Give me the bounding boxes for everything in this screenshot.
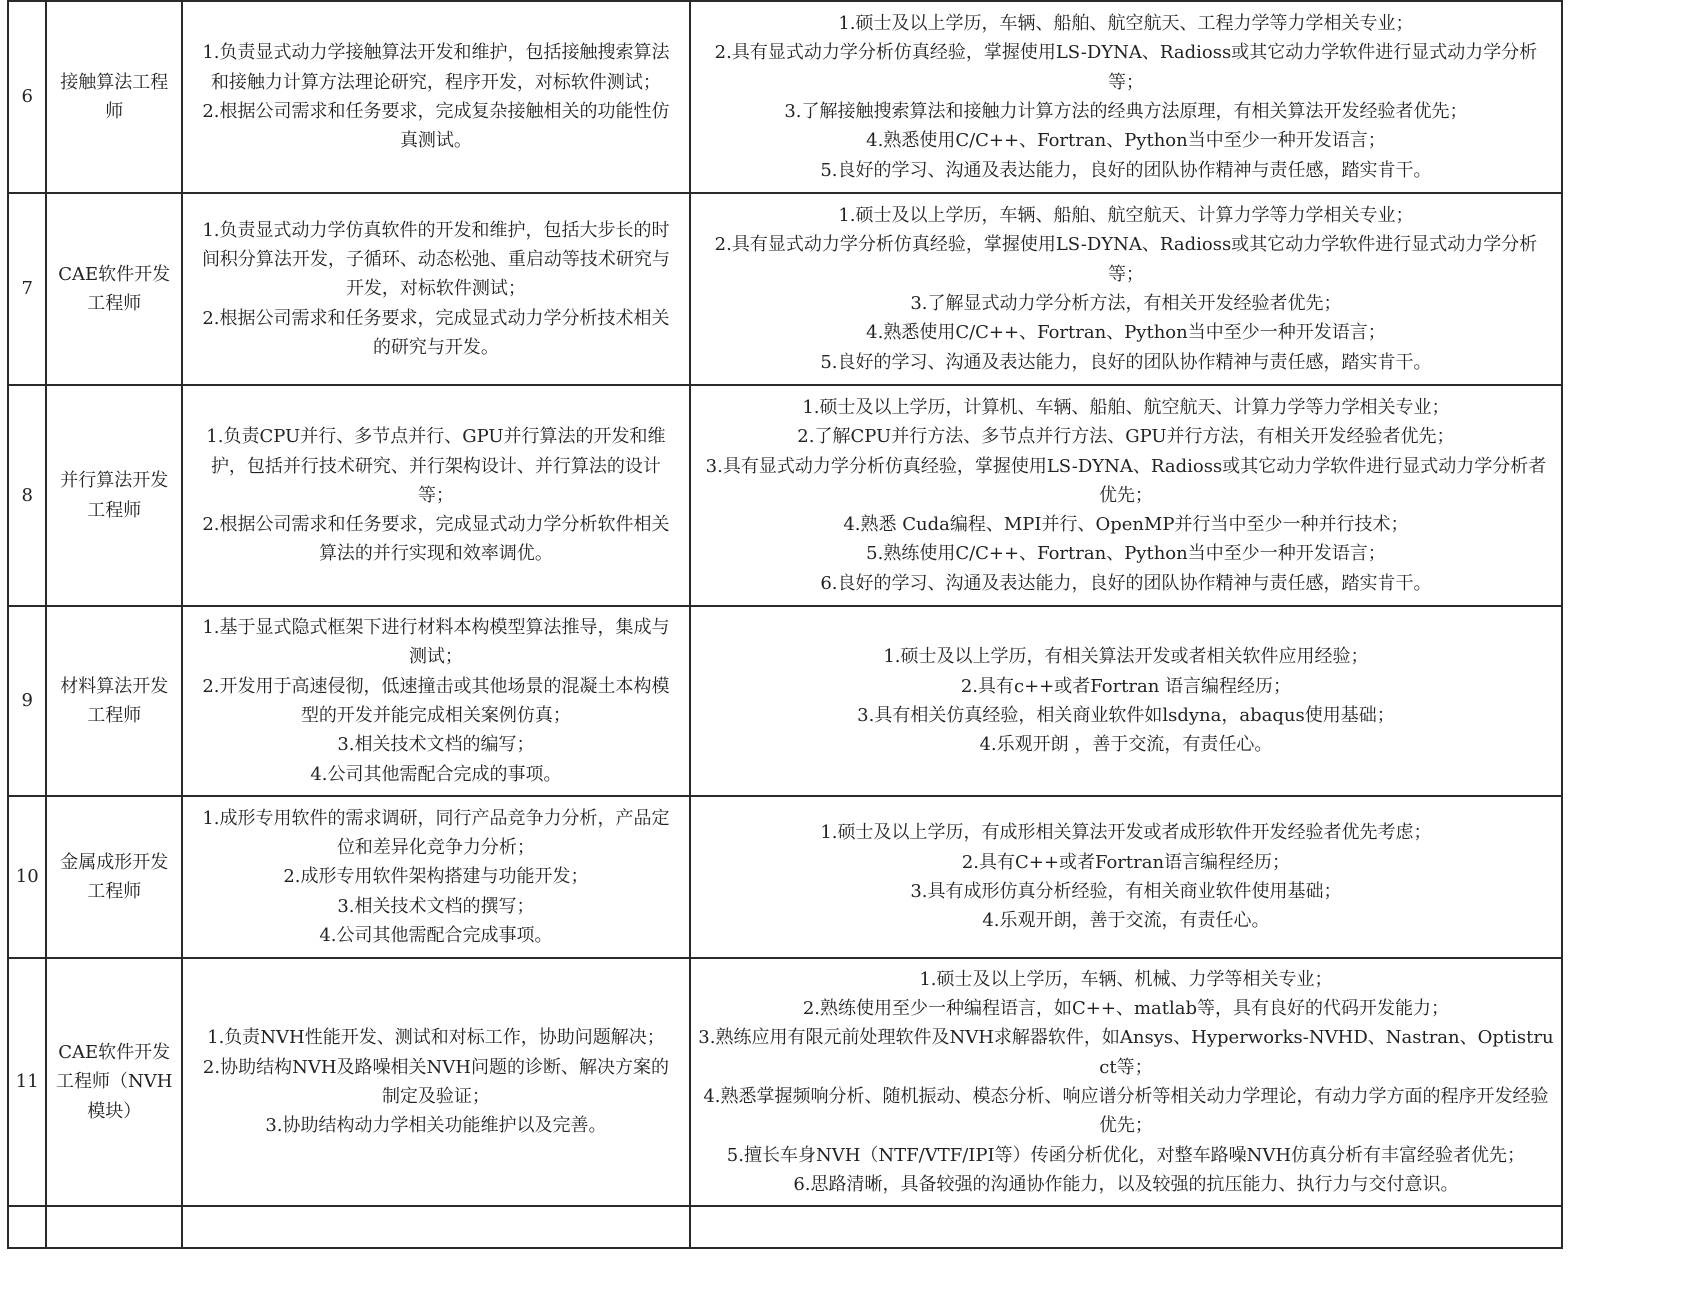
requirement-item: 2.具有显式动力学分析仿真经验，掌握使用LS-DYNA、Radioss或其它动力学软件进行显式动力学分析等；	[714, 234, 1538, 285]
requirement-item: 1.硕士及以上学历，车辆、船舶、航空航天、计算力学等力学相关专业；	[838, 205, 1414, 227]
requirements-cell	[690, 1, 1562, 193]
duties-cell	[182, 958, 690, 1206]
job-table	[7, 0, 1563, 1249]
requirement-item: 5.良好的学习、沟通及表达能力，良好的团队协作精神与责任感，踏实肯干。	[820, 351, 1432, 373]
position-title: 金属成形开发工程师	[46, 796, 182, 958]
table-row	[8, 606, 1562, 796]
duties-cell	[182, 193, 690, 385]
requirement-item: 6.良好的学习、沟通及表达能力，良好的团队协作精神与责任感，踏实肯干。	[820, 572, 1432, 594]
duty-item: 2.协助结构NVH及路噪相关NVH问题的诊断、解决方案的制定及验证；	[202, 1056, 669, 1107]
duties-cell	[182, 796, 690, 958]
table-row	[8, 958, 1562, 1206]
table-row-stub-bottom	[8, 1206, 1562, 1248]
requirement-item: 4.熟悉 Cuda编程、MPI并行、OpenMP并行当中至少一种并行技术；	[843, 514, 1409, 536]
requirements-cell	[690, 193, 1562, 385]
requirement-item: 1.硕士及以上学历，有相关算法开发或者相关软件应用经验；	[883, 646, 1369, 668]
requirement-item: 2.熟练使用至少一种编程语言，如C++、matlab等，具有良好的代码开发能力；	[802, 998, 1450, 1020]
requirements-cell	[690, 796, 1562, 958]
duties-cell	[182, 606, 690, 796]
duty-item: 2.开发用于高速侵彻，低速撞击或其他场景的混凝土本构模型的开发并能完成相关案例仿真；	[202, 675, 670, 726]
duty-item: 1.基于显式隐式框架下进行材料本构模型算法推导，集成与测试；	[202, 617, 670, 668]
requirement-item: 3.具有相关仿真经验，相关商业软件如lsdyna，abaqus使用基础；	[857, 705, 1395, 726]
requirement-item: 4.乐观开朗，善于交流，有责任心。	[982, 910, 1270, 932]
duties-cell	[182, 1, 690, 193]
requirement-item: 2.了解CPU并行方法、多节点并行方法、GPU并行方法，有相关开发经验者优先；	[797, 426, 1455, 448]
requirement-item: 3.具有成形仿真分析经验，有相关商业软件使用基础；	[910, 881, 1342, 902]
duty-item: 4.公司其他需配合完成的事项。	[310, 763, 562, 785]
requirement-item: 2.具有显式动力学分析仿真经验，掌握使用LS-DYNA、Radioss或其它动力学软件进行显式动力学分析等；	[714, 42, 1538, 93]
duty-item: 3.相关技术文档的编写；	[337, 734, 535, 756]
requirements-cell	[690, 385, 1562, 606]
row-number: 11	[8, 958, 46, 1206]
requirement-item: 5.擅长车身NVH（NTF/VTF/IPI等）传函分析优化，对整车路噪NVH仿真分析有丰富经验者优先；	[726, 1144, 1526, 1166]
duty-item: 1.负责显式动力学仿真软件的开发和维护，包括大步长的时间积分算法开发，子循环、动态松弛、重启动等技术研究与开发，对标软件测试；	[201, 219, 670, 300]
duty-item: 1.负责CPU并行、多节点并行、GPU并行算法的开发和维护，包括并行技术研究、并行架构设计、并行算法的设计等；	[206, 426, 666, 506]
requirement-item: 1.硕士及以上学历，计算机、车辆、船舶、航空航天、计算力学等力学相关专业；	[802, 396, 1450, 418]
requirement-item: 1.硕士及以上学历，车辆、船舶、航空航天、工程力学等力学相关专业；	[838, 13, 1414, 35]
requirement-item: 2.具有c++或者Fortran 语言编程经历；	[960, 675, 1292, 697]
duty-item: 4.公司其他需配合完成事项。	[319, 924, 553, 946]
requirement-item: 4.熟悉使用C/C++、Fortran、Python当中至少一种开发语言；	[866, 322, 1386, 344]
duty-item: 1.成形专用软件的需求调研，同行产品竞争力分析，产品定位和差异化竞争力分析；	[202, 807, 670, 859]
requirement-item: 3.了解显式动力学分析方法，有相关开发经验者优先；	[910, 293, 1342, 314]
duty-item: 2.成形专用软件架构搭建与功能开发；	[283, 866, 589, 888]
duty-item: 2.根据公司需求和任务要求，完成显式动力学分析技术相关的研究与开发。	[202, 307, 670, 358]
requirement-item: 5.熟练使用C/C++、Fortran、Python当中至少一种开发语言；	[866, 543, 1386, 565]
table-row	[8, 796, 1562, 958]
requirement-item: 6.思路清晰，具备较强的沟通协作能力，以及较强的抗压能力、执行力与交付意识。	[793, 1173, 1459, 1195]
table-row	[8, 193, 1562, 385]
requirement-item: 2.具有C++或者Fortran语言编程经历；	[961, 851, 1291, 873]
row-number: 8	[8, 385, 46, 606]
duty-item: 1.负责显式动力学接触算法开发和维护，包括接触搜索算法和接触力计算方法理论研究，程序开发，对标软件测试；	[202, 42, 670, 93]
row-number: 6	[8, 1, 46, 193]
duty-item: 3.协助结构动力学相关功能维护以及完善。	[265, 1115, 607, 1137]
requirement-item: 1.硕士及以上学历，车辆、机械、力学等相关专业；	[919, 968, 1333, 990]
table-row	[8, 1, 1562, 193]
requirement-item: 4.熟悉使用C/C++、Fortran、Python当中至少一种开发语言；	[866, 130, 1386, 152]
requirements-cell	[690, 958, 1562, 1206]
duty-item: 2.根据公司需求和任务要求，完成显式动力学分析软件相关算法的并行实现和效率调优。	[202, 514, 670, 565]
table-row	[8, 385, 1562, 606]
requirement-item: 4.乐观开朗 ，善于交流，有责任心。	[979, 734, 1273, 756]
position-title: 并行算法开发工程师	[46, 385, 182, 606]
requirement-item: 3.具有显式动力学分析仿真经验，掌握使用LS-DYNA、Radioss或其它动力学软件进行显式动力学分析者优先；	[705, 455, 1547, 506]
requirement-item: 1.硕士及以上学历，有成形相关算法开发或者成形软件开发经验者优先考虑；	[820, 822, 1432, 844]
requirement-item: 3.了解接触搜索算法和接触力计算方法的经典方法原理，有相关算法开发经验者优先；	[784, 101, 1468, 122]
position-title: 接触算法工程师	[46, 1, 182, 193]
duties-cell	[182, 385, 690, 606]
duty-item: 3.相关技术文档的撰写；	[337, 895, 535, 917]
requirements-cell	[690, 606, 1562, 796]
requirement-item: 5.良好的学习、沟通及表达能力，良好的团队协作精神与责任感，踏实肯干。	[820, 159, 1432, 181]
position-title: 材料算法开发工程师	[46, 606, 182, 796]
duty-item: 1.负责NVH性能开发、测试和对标工作，协助问题解决；	[207, 1027, 665, 1049]
position-title: CAE软件开发工程师（NVH模块）	[46, 958, 182, 1206]
requirement-item: 4.熟悉掌握频响分析、随机振动、模态分析、响应谱分析等相关动力学理论，有动力学方面的程序开发经验优先；	[703, 1086, 1549, 1137]
duty-item: 2.根据公司需求和任务要求，完成复杂接触相关的功能性仿真测试。	[202, 101, 670, 152]
row-number: 10	[8, 796, 46, 958]
row-number: 9	[8, 606, 46, 796]
position-title: CAE软件开发工程师	[46, 193, 182, 385]
requirement-item: 3.熟练应用有限元前处理软件及NVH求解器软件，如Ansys、Hyperworks-NVHD、Nastran、Optistruct等；	[698, 1027, 1554, 1078]
row-number: 7	[8, 193, 46, 385]
